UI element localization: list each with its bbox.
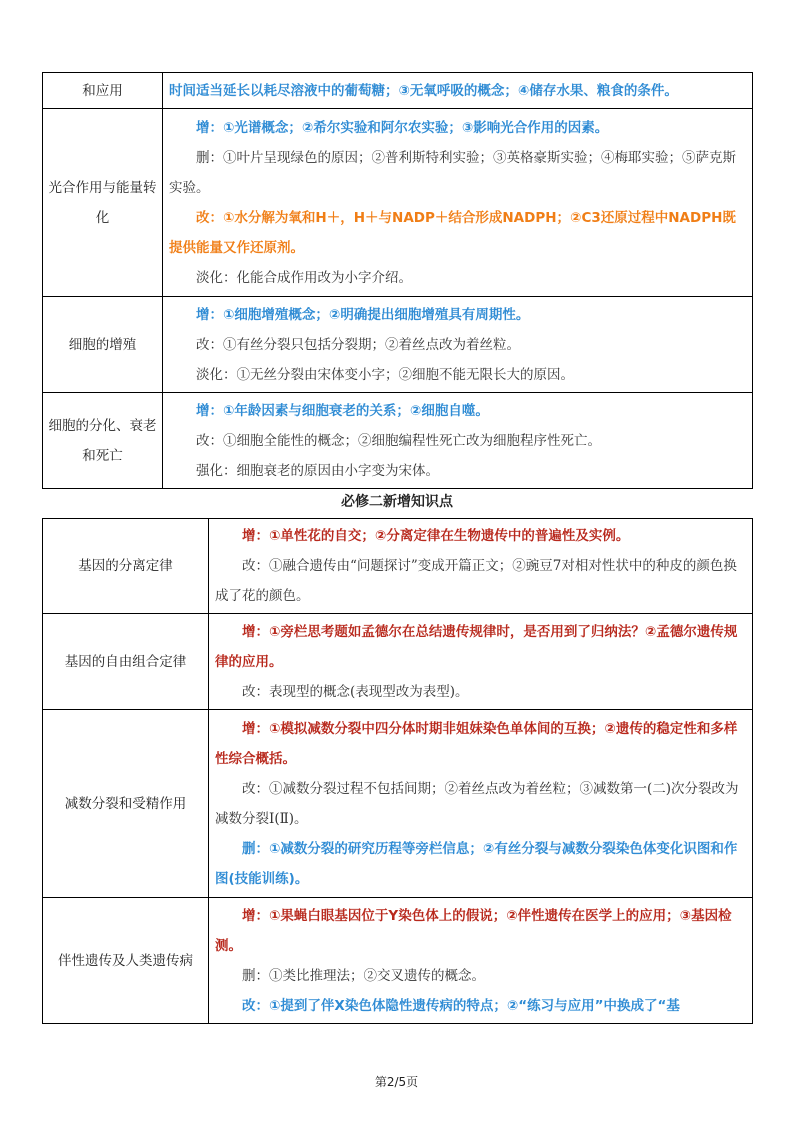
change-line: 增：①果蝇白眼基因位于Y染色体上的假说；②伴性遗传在医学上的应用；③基因检测。 [215, 907, 732, 954]
topic-cell: 基因的分离定律 [43, 519, 209, 614]
change-cell [209, 614, 753, 710]
table-row [43, 393, 753, 489]
table-row [43, 710, 753, 898]
topic-cell: 光合作用与能量转化 [43, 109, 163, 297]
topic-cell: 和应用 [43, 73, 163, 109]
section-title: 必修二新增知识点 [341, 494, 453, 510]
change-cell [163, 393, 753, 489]
change-line: 淡化：化能合成作用改为小字介绍。 [196, 269, 412, 286]
change-line: 改：①有丝分裂只包括分裂期；②着丝点改为着丝粒。 [196, 336, 520, 353]
change-line: 改：①细胞全能性的概念；②细胞编程性死亡改为细胞程序性死亡。 [196, 432, 601, 449]
table-body [43, 519, 753, 1024]
change-line: 删：①减数分裂的研究历程等旁栏信息；②有丝分裂与减数分裂染色体变化识图和作图(技能训练)。 [215, 840, 738, 887]
change-line: 改：①提到了伴X染色体隐性遗传病的特点；②“练习与应用”中换成了“基 [242, 997, 680, 1014]
table-compulsory-1 [42, 72, 753, 489]
change-line: 增：①细胞增殖概念；②明确提出细胞增殖具有周期性。 [196, 306, 530, 323]
change-line: 增：①模拟减数分裂中四分体时期非姐妹染色单体间的互换；②遗传的稳定性和多样性综合概括。 [215, 720, 738, 767]
table-row [43, 73, 753, 109]
topic-cell: 细胞的增殖 [43, 297, 163, 393]
change-line: 增：①光谱概念；②希尔实验和阿尔农实验；③影响光合作用的因素。 [196, 119, 609, 136]
table-row [43, 109, 753, 297]
change-line: 改：表现型的概念(表现型改为表型)。 [242, 683, 469, 700]
change-cell [209, 710, 753, 898]
change-line: 淡化：①无丝分裂由宋体变小字；②细胞不能无限长大的原因。 [196, 366, 574, 383]
table-row [43, 614, 753, 710]
change-line: 改：①融合遗传由“问题探讨”变成开篇正文；②豌豆7对相对性状中的种皮的颜色换成了花的颜色。 [215, 558, 737, 604]
change-line: 增：①旁栏思考题如孟德尔在总结遗传规律时，是否用到了归纳法？②孟德尔遗传规律的应用。 [215, 623, 738, 670]
table-row [43, 519, 753, 614]
change-line: 时间适当延长以耗尽溶液中的葡萄糖；③无氧呼吸的概念；④储存水果、粮食的条件。 [169, 82, 678, 99]
table-row [43, 898, 753, 1024]
table-body [43, 73, 753, 489]
change-line: 改：①减数分裂过程不包括间期；②着丝点改为着丝粒；③减数第一(二)次分裂改为减数分裂Ⅰ(Ⅱ)。 [215, 780, 739, 827]
change-cell [163, 73, 753, 109]
change-cell [209, 519, 753, 614]
table-compulsory-2 [42, 518, 753, 1024]
change-line: 改：①水分解为氧和H＋，H＋与NADP＋结合形成NADPH；②C3还原过程中NADPH既提供能量又作还原剂。 [169, 209, 736, 256]
topic-cell: 细胞的分化、衰老和死亡 [43, 393, 163, 489]
change-line: 增：①年龄因素与细胞衰老的关系；②细胞自噬。 [196, 402, 489, 419]
change-line: 增：①单性花的自交；②分离定律在生物遗传中的普遍性及实例。 [242, 528, 630, 544]
topic-cell: 基因的自由组合定律 [43, 614, 209, 710]
topic-cell: 伴性遗传及人类遗传病 [43, 898, 209, 1024]
change-line: 删：①叶片呈现绿色的原因；②普利斯特利实验；③英格豪斯实验；④梅耶实验；⑤萨克斯实验。 [169, 149, 736, 196]
change-line: 强化：细胞衰老的原因由小字变为宋体。 [196, 462, 439, 479]
change-cell [209, 898, 753, 1024]
change-line: 删：①类比推理法；②交叉遗传的概念。 [242, 967, 485, 984]
change-cell [163, 109, 753, 297]
table-row [43, 297, 753, 393]
change-cell [163, 297, 753, 393]
page-footer: 第2/5页 [374, 1075, 419, 1089]
topic-cell: 减数分裂和受精作用 [43, 710, 209, 898]
